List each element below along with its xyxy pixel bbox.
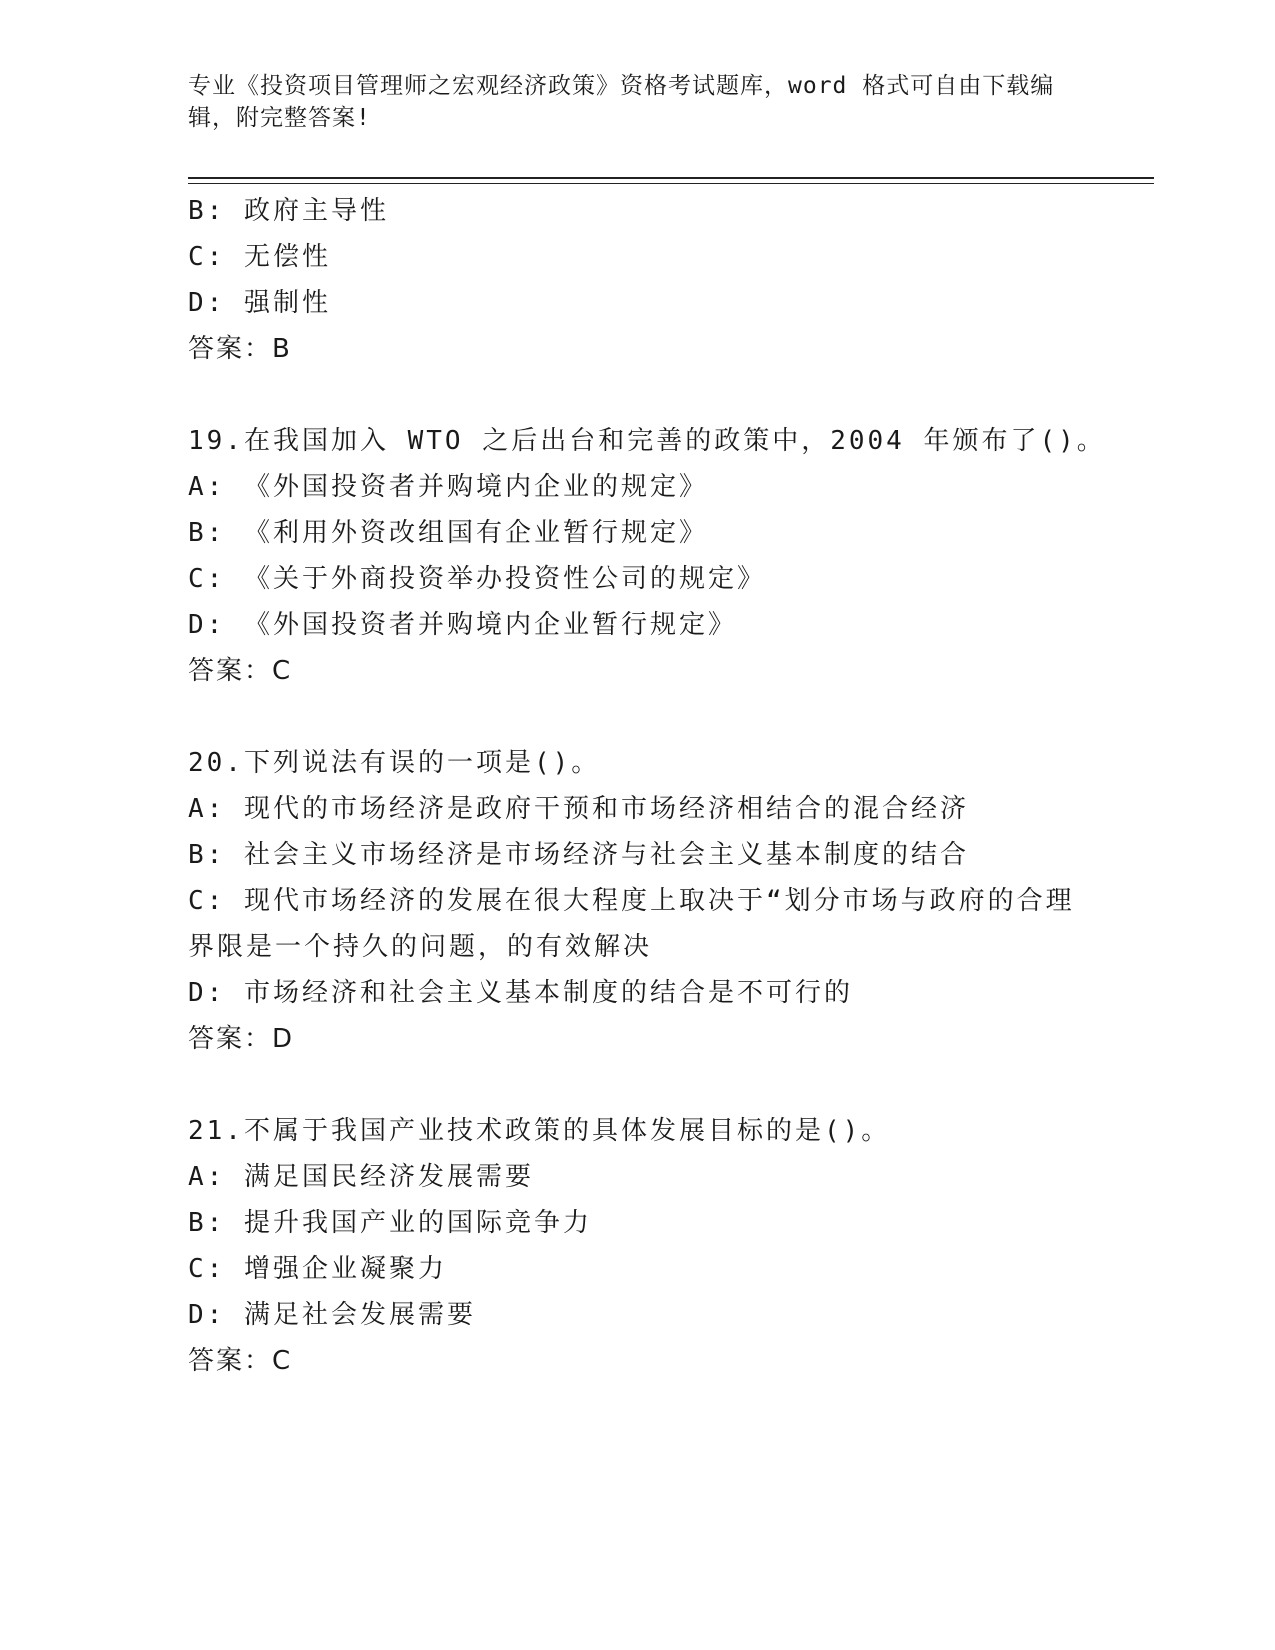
spacer xyxy=(188,694,1088,740)
answer-line: 答案：C xyxy=(188,656,293,686)
option-b: B: 提升我国产业的国际竞争力 xyxy=(188,1208,592,1238)
option-a: A: 现代的市场经济是政府干预和市场经济相结合的混合经济 xyxy=(188,794,969,824)
option-b: B: 社会主义市场经济是市场经济与社会主义基本制度的结合 xyxy=(188,840,969,870)
question-stem: 19.在我国加入 WTO 之后出台和完善的政策中，2004 年颁布了()。 xyxy=(188,426,1106,456)
option-d: D: 满足社会发展需要 xyxy=(188,1300,476,1330)
header-line-2: 辑，附完整答案! xyxy=(188,105,371,131)
header-line-1: 专业《投资项目管理师之宏观经济政策》资格考试题库，word 格式可自由下载编 xyxy=(188,73,1055,99)
option-a: A: 《外国投资者并购境内企业的规定》 xyxy=(188,472,708,502)
page-header xyxy=(188,70,1068,134)
option-d: D: 强制性 xyxy=(188,288,331,318)
question-stem: 21.不属于我国产业技术政策的具体发展目标的是()。 xyxy=(188,1116,891,1146)
option-c: C: 增强企业凝聚力 xyxy=(188,1254,447,1284)
question-21-block xyxy=(188,1108,1088,1384)
option-b: B: 《利用外资改组国有企业暂行规定》 xyxy=(188,518,708,548)
answer-line: 答案：D xyxy=(188,1024,295,1054)
question-19-block xyxy=(188,418,1106,694)
header-divider-thick xyxy=(188,177,1154,179)
option-a: A: 满足国民经济发展需要 xyxy=(188,1162,534,1192)
header-divider-thin xyxy=(188,183,1154,184)
question-stem: 20.下列说法有误的一项是()。 xyxy=(188,748,601,778)
spacer xyxy=(188,1062,1088,1108)
option-c-line-1: C: 现代市场经济的发展在很大程度上取决于“划分市场与政府的合理 xyxy=(188,886,1075,916)
answer-line: 答案：C xyxy=(188,1346,293,1376)
option-c: C: 无偿性 xyxy=(188,242,331,272)
option-c-line-2: 界限是一个持久的问题，的有效解决 xyxy=(188,932,653,962)
spacer xyxy=(188,372,1088,418)
question-list xyxy=(188,188,1106,1384)
option-d: D: 市场经济和社会主义基本制度的结合是不可行的 xyxy=(188,978,853,1008)
option-b: B: 政府主导性 xyxy=(188,196,389,226)
option-c: C: 《关于外商投资举办投资性公司的规定》 xyxy=(188,564,766,594)
answer-line: 答案：B xyxy=(188,334,292,364)
question-18-block xyxy=(188,188,1088,372)
question-20-block xyxy=(188,740,1088,1062)
option-d: D: 《外国投资者并购境内企业暂行规定》 xyxy=(188,610,737,640)
